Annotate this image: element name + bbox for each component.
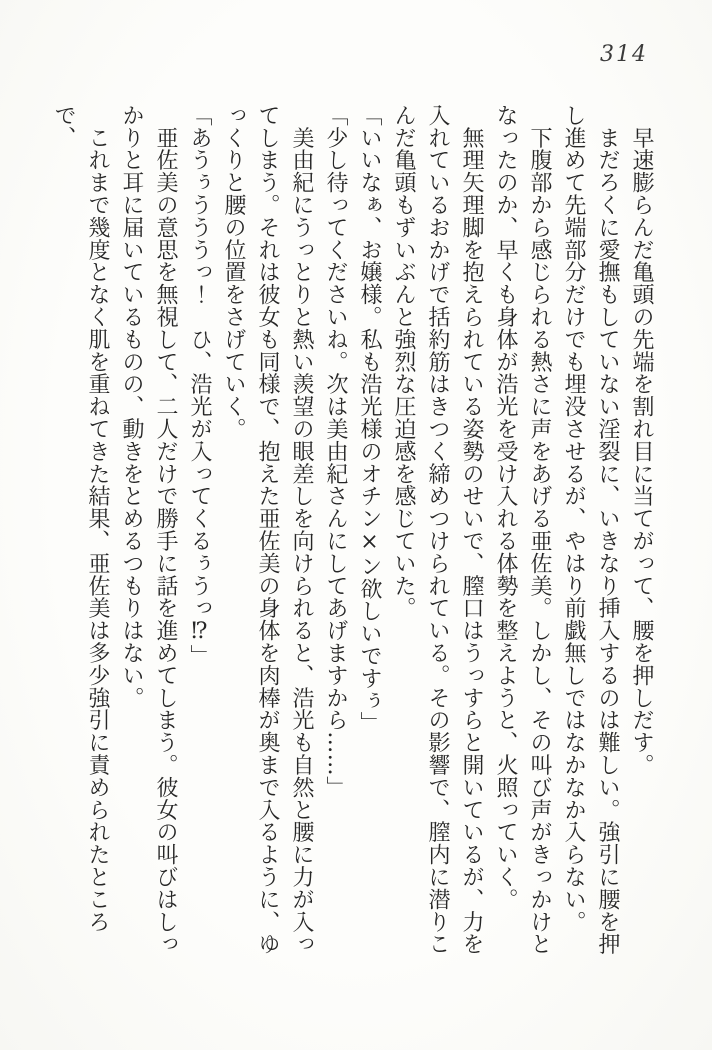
paragraph [46, 104, 114, 956]
body-text [46, 104, 658, 956]
paragraph: 無理矢理脚を抱えられている姿勢のせいで、膣口はうっすらと開いているが、力を入れているおかげで括約筋はきつく締めつけられている。その影響で、膣内に潜りこんだ亀頭もずいぶんと強烈な圧迫感を感じていた。 [391, 104, 484, 956]
paragraph: 早速膨らんだ亀頭の先端を割れ目に当てがって、腰を押しだす。 [629, 104, 654, 776]
paragraph-text: これまで幾度となく肌を重ねてきた結果、亜佐美は多少強引に責められたところで [51, 104, 110, 933]
paragraph: まだろくに愛撫もしていない淫裂に、いきなり挿入するのは難しい。強引に腰を押し進めて先端部分だけでも埋没させるが、やはり前戯無しではなかなか入らない。 [561, 104, 620, 956]
paragraph-dialogue: 「いいなぁ、お嬢様。私も浩光様のオチン×ン欲しいですぅ」 [357, 104, 382, 735]
page-number: 314 [600, 42, 648, 67]
paragraph: 美由紀にうっとりと熱い羨望の眼差しを向けられると、浩光も自然と腰に力が入ってしまう。それは彼女も同様で、抱えた亜佐美の身体を肉棒が奥まで入るように、ゆっくりと腰の位置をさげていく。 [221, 104, 314, 956]
paragraph: 下腹部から感じられる熱さに声をあげる亜佐美。しかし、その叫び声がきっかけとなったのか、早くも身体が浩光を受け入れる体勢を整えようと、火照っていく。 [493, 104, 552, 956]
hanging-comma: 、 [51, 126, 76, 149]
paragraph-dialogue: 「あうぅうううっ！ ひ、浩光が入ってくるぅうっ⁉」 [187, 104, 212, 667]
paragraph: 亜佐美の意思を無視して、二人だけで勝手に話を進めてしまう。彼女の叫びはしっかりと耳に届いているものの、動きをとめるつもりはない。 [119, 104, 178, 956]
paragraph-dialogue: 「少し待ってくださいね。次は美由紀さんにしてあげますから……」 [323, 104, 348, 799]
